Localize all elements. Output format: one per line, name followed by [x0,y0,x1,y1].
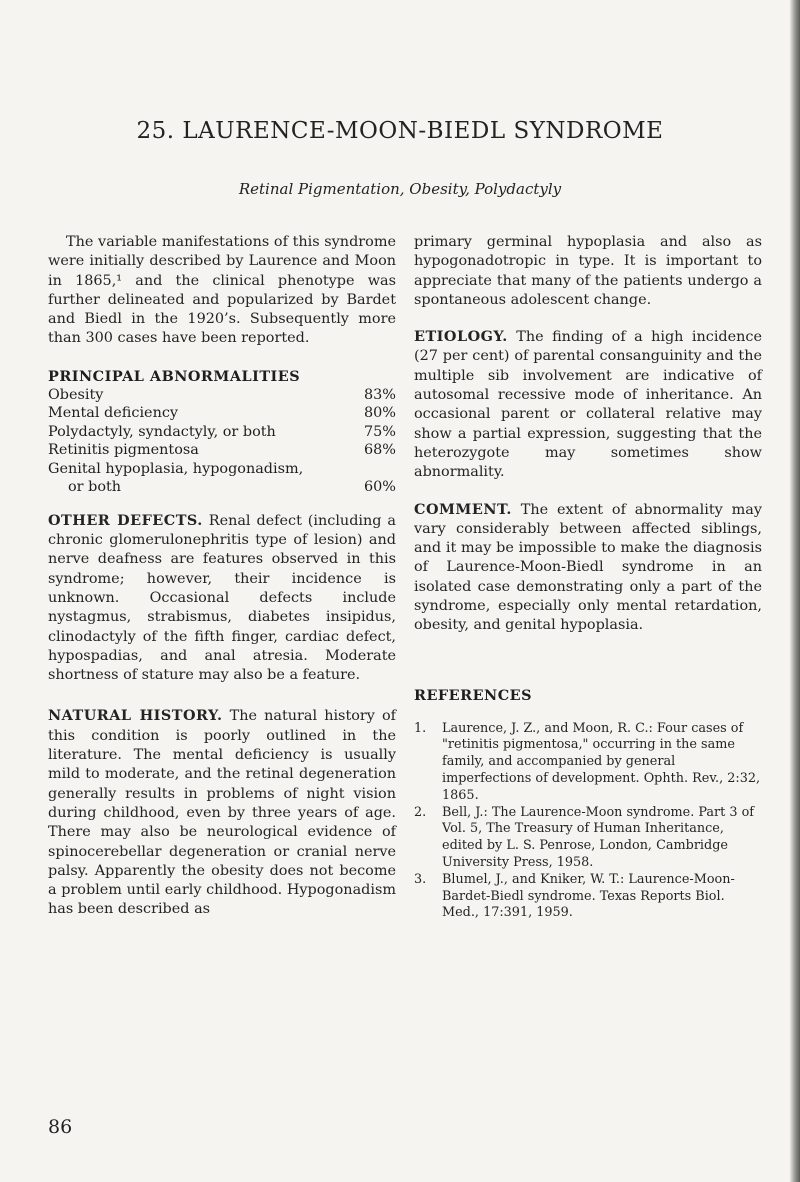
reference-item [414,872,762,922]
other-defects-text: Renal defect (including a chronic glomerulonephritis type of lesion) and nerve deafness are features observed in this syndrome; however, their incidence is unknown. Occasional defects include nystagmus, strabismus, diabetes insipidus, clinodactyly of the fifth finger, cardiac defect, hypospadias, and anal atresia. Moderate shortness of stature may also be a feature. [48,512,396,684]
principal-abnormalities-heading: PRINCIPAL ABNORMALITIES [48,367,301,385]
principal-abnormalities-list [48,386,396,497]
reference-text: Laurence, J. Z., and Moon, R. C.: Four cases of "retinitis pigmentosa," occurring in the same family, and accompanied by general imperfections of development. Ophth. Rev., 2:32, 1865. [442,720,761,803]
abnormality-percent: 75% [364,423,396,440]
etiology-text: The finding of a high incidence (27 per cent) of parental consanguinity and the multiple sib involvement are indicative of autosomal recessive mode of inheritance. An occasional parent or collateral relative may show a partial expression, suggesting that the heterozygote may sometimes show abnormality. [414,329,762,481]
abnormality-row [48,423,396,442]
reference-number: 3. [414,871,427,887]
etiology-paragraph [414,327,762,482]
right-column [414,233,762,922]
reference-item [414,805,762,872]
abnormality-row [48,441,396,460]
abnormality-row [48,460,396,479]
etiology-heading: ETIOLOGY. [414,328,508,346]
abnormality-name: Genital hypoplasia, hypogonadism, [48,460,304,477]
other-defects-heading: OTHER DEFECTS. [48,511,203,529]
page-subtitle: Retinal Pigmentation, Obesity, Polydactyly [238,180,562,198]
abnormality-percent: 83% [364,386,396,403]
natural-history-paragraph [48,706,396,919]
abnormality-row-continued [48,478,396,497]
reference-number: 2. [414,804,427,820]
references-heading: REFERENCES [414,686,533,704]
abnormality-percent: 68% [364,442,396,459]
intro-paragraph: The variable manifestations of this syndrome were initially described by Laurence and Moon in 1865,¹ and the clinical phenotype was further delineated and popularized by Bardet and Biedl in the 1920’s. Subsequently more than 300 cases have been reported. [48,234,396,347]
abnormality-percent: 60% [364,479,396,496]
natural-history-heading: NATURAL HISTORY. [48,707,223,725]
comment-heading: COMMENT. [414,500,512,518]
page-title: 25. LAURENCE-MOON-BIEDL SYNDROME [136,118,664,144]
natural-history-text: The natural history of this condition is poorly outlined in the literature. The mental deficiency is usually mild to moderate, and the retinal degeneration generally results in problems of night vision during childhood, even by three years of age. There may also be neurological evidence of spinocerebellar degeneration or cranial nerve palsy. Apparently the obesity does not become a problem until early childhood. Hypogonadism has been described as [48,708,397,918]
continuation-paragraph: primary germinal hypoplasia and also as hypogonadotropic in type. It is important to appreciate that many of the patients undergo a spontaneous adolescent change. [414,234,762,308]
comment-text: The extent of abnormality may vary considerably between affected siblings, and it may be impossible to make the diagnosis of Laurence-Moon-Biedl syndrome in an isolated case demonstrating only a part of the syndrome, especially only mental retardation, obesity, and genital hypoplasia. [414,501,762,634]
abnormality-row [48,404,396,423]
abnormality-name: Obesity [48,386,104,403]
abnormality-percent: 80% [364,405,396,422]
abnormality-name: Polydactyly, syndactyly, or both [48,423,276,440]
comment-paragraph [414,500,762,636]
left-column [48,233,396,920]
reference-number: 1. [414,720,427,736]
abnormality-name: Retinitis pigmentosa [48,442,199,459]
abnormality-row [48,386,396,405]
reference-item [414,721,762,805]
references-list [414,721,762,923]
abnormality-name: Mental deficiency [48,405,179,422]
other-defects-paragraph [48,511,396,686]
reference-text: Bell, J.: The Laurence-Moon syndrome. Part 3 of Vol. 5, The Treasury of Human Inheritance, edited by L. S. Penrose, London, Cambridge University Press, 1958. [442,804,755,871]
abnormality-name-continued: or both [68,479,122,496]
page-number: 86 [48,1116,73,1138]
page-edge-shadow [790,0,800,1182]
reference-text: Blumel, J., and Kniker, W. T.: Laurence-Moon-Bardet-Biedl syndrome. Texas Reports Biol. Med., 17:391, 1959. [442,871,735,921]
